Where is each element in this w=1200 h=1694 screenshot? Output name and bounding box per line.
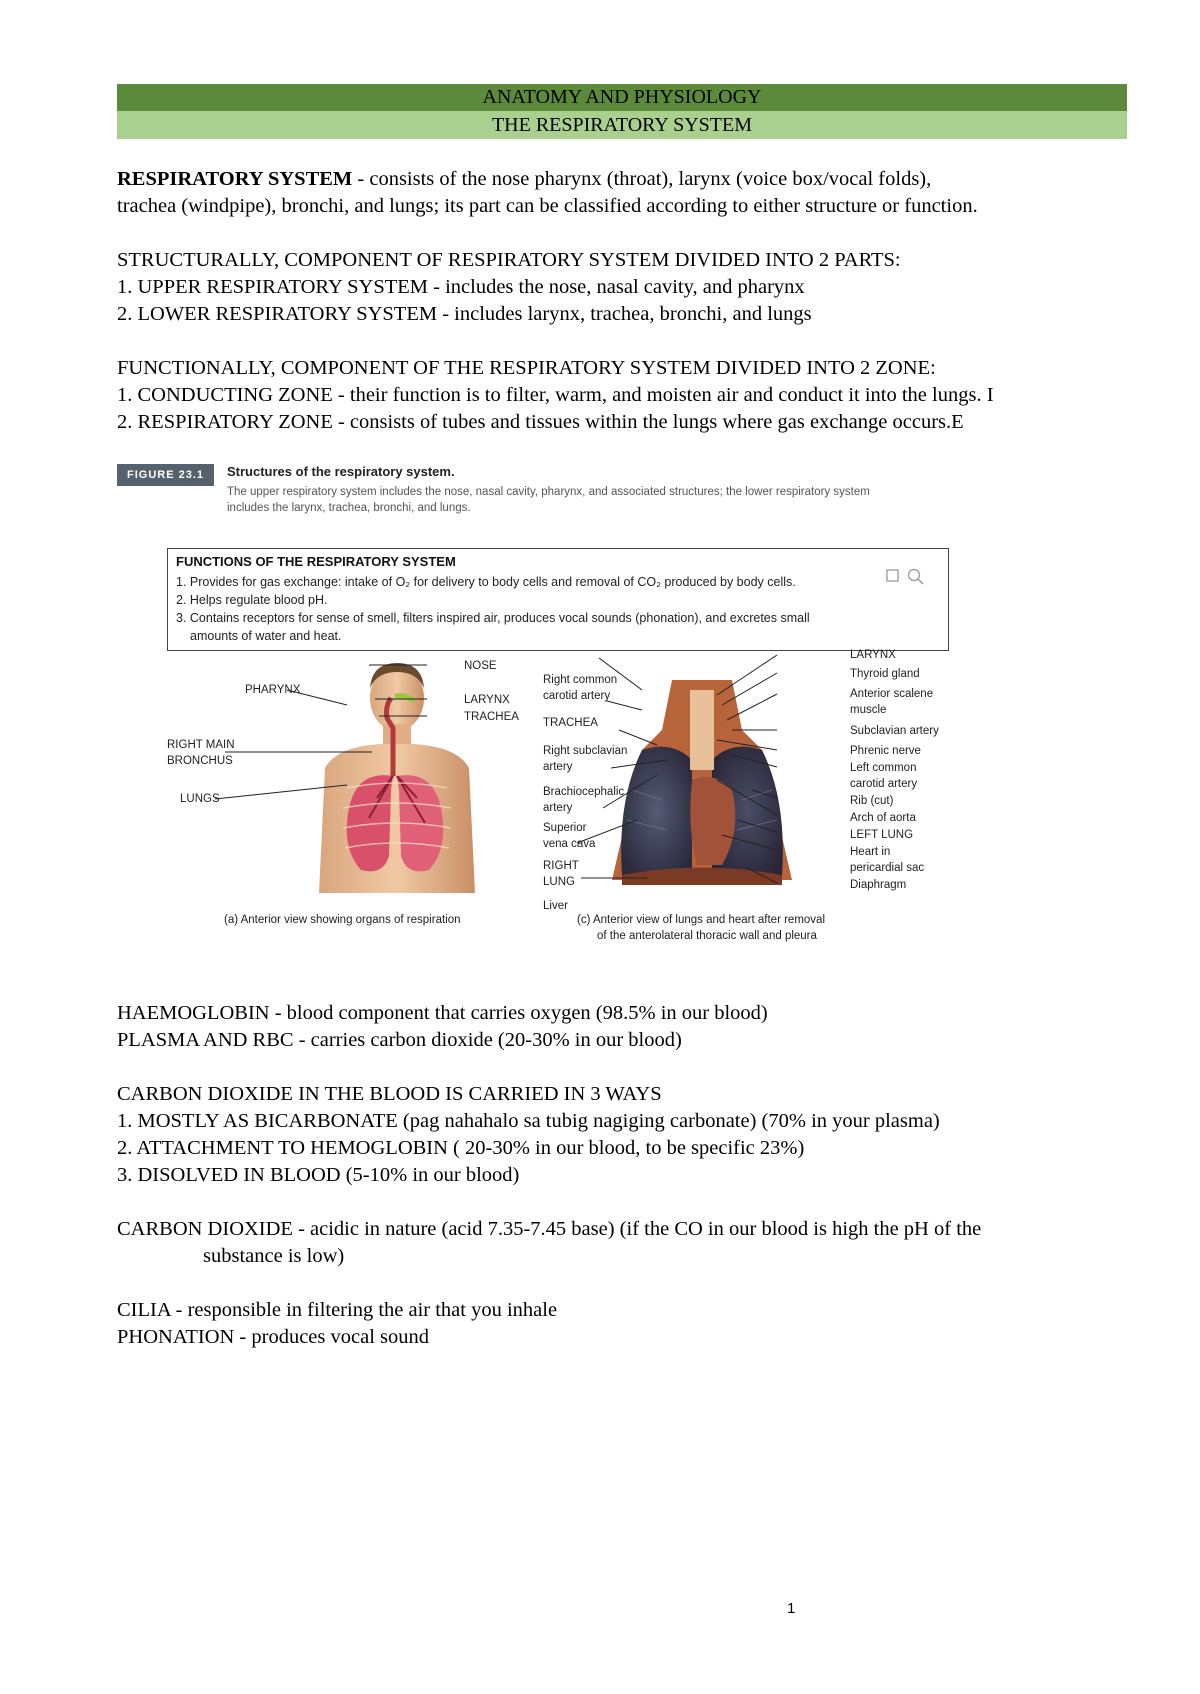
functions-box xyxy=(167,548,949,651)
label-left-common-1: Left common xyxy=(850,762,917,774)
label-right-subclavian-2: artery xyxy=(543,761,573,773)
left-subcaption: (a) Anterior view showing organs of respiration xyxy=(224,914,461,926)
figure-caption-line-2: includes the larynx, trachea, bronchi, and lungs. xyxy=(227,502,471,514)
label-thyroid: Thyroid gland xyxy=(850,668,920,680)
label-larynx: LARYNX xyxy=(464,694,510,706)
structural-item-2: 2. LOWER RESPIRATORY SYSTEM - includes larynx, trachea, bronchi, and lungs xyxy=(117,303,812,325)
label-trachea-right: TRACHEA xyxy=(543,717,598,729)
functions-box-item-3: 3. Contains receptors for sense of smell, filters inspired air, produces vocal sounds (phonation), and excretes small xyxy=(176,611,810,625)
label-heart-2: pericardial sac xyxy=(850,862,925,874)
co2-way-2: 2. ATTACHMENT TO HEMOGLOBIN ( 20-30% in our blood, to be specific 23%) xyxy=(117,1137,805,1159)
label-brachiocephalic-1: Brachiocephalic xyxy=(543,786,625,798)
co2-definition-line-2: substance is low) xyxy=(203,1245,345,1267)
label-left-common-2: carotid artery xyxy=(850,778,918,790)
intro-line-2: trachea (windpipe), bronchi, and lungs; its part can be classified according to either structure or function. xyxy=(117,195,978,217)
label-arch-aorta: Arch of aorta xyxy=(850,812,916,824)
intro-term: RESPIRATORY SYSTEM xyxy=(117,168,353,190)
left-leader-lines xyxy=(117,650,537,890)
figure-tag: FIGURE 23.1 xyxy=(117,464,214,486)
label-brachiocephalic-2: artery xyxy=(543,802,573,814)
figure-caption xyxy=(227,484,1007,516)
structural-heading: STRUCTURALLY, COMPONENT OF RESPIRATORY SYSTEM DIVIDED INTO 2 PARTS: xyxy=(117,249,901,271)
functions-box-item-3b: amounts of water and heat. xyxy=(190,629,342,643)
co2-way-3: 3. DISOLVED IN BLOOD (5-10% in our blood) xyxy=(117,1164,520,1186)
zoom-icon xyxy=(886,567,926,585)
figure-title: Structures of the respiratory system. xyxy=(227,464,455,479)
label-pharynx: PHARYNX xyxy=(245,684,301,696)
label-left-lung: LEFT LUNG xyxy=(850,829,914,841)
co2-ways-heading: CARBON DIOXIDE IN THE BLOOD IS CARRIED IN 3 WAYS xyxy=(117,1083,662,1105)
right-subcaption-1: (c) Anterior view of lungs and heart after removal xyxy=(577,914,826,926)
label-nose: NOSE xyxy=(464,660,497,672)
page-number: 1 xyxy=(787,1600,796,1617)
functional-heading: FUNCTIONALLY, COMPONENT OF THE RESPIRATORY SYSTEM DIVIDED INTO 2 ZONE: xyxy=(117,357,936,379)
functions-box-title: FUNCTIONS OF THE RESPIRATORY SYSTEM xyxy=(176,554,456,569)
label-anterior-scalene-1: Anterior scalene xyxy=(850,688,934,700)
label-right-lung-2: LUNG xyxy=(543,876,575,888)
functional-item-2: 2. RESPIRATORY ZONE - consists of tubes and tissues within the lungs where gas exchange occurs.E xyxy=(117,411,964,433)
label-superior-vena-2: vena cava xyxy=(543,838,596,850)
figure-caption-line-1: The upper respiratory system includes the nose, nasal cavity, pharynx, and associated structures; the lower respiratory system xyxy=(227,486,870,498)
functional-item-1: 1. CONDUCTING ZONE - their function is to filter, warm, and moisten air and conduct it into the lungs. I xyxy=(117,384,994,406)
cilia-line: CILIA - responsible in filtering the air that you inhale xyxy=(117,1299,558,1321)
functions-box-item-1: 1. Provides for gas exchange: intake of O₂ for delivery to body cells and removal of CO₂ produced by body cells. xyxy=(176,575,796,589)
label-rib: Rib (cut) xyxy=(850,795,894,807)
subtitle-banner: THE RESPIRATORY SYSTEM xyxy=(117,111,1127,139)
label-right-common-1: Right common xyxy=(543,674,618,686)
label-anterior-scalene-2: muscle xyxy=(850,704,887,716)
phonation-line: PHONATION - produces vocal sound xyxy=(117,1326,430,1348)
plasma-line: PLASMA AND RBC - carries carbon dioxide (20-30% in our blood) xyxy=(117,1029,682,1051)
label-heart-1: Heart in xyxy=(850,846,891,858)
label-superior-vena-1: Superior xyxy=(543,822,587,834)
label-bronchus: BRONCHUS xyxy=(167,755,233,767)
haemoglobin-line: HAEMOGLOBIN - blood component that carries oxygen (98.5% in our blood) xyxy=(117,1002,768,1024)
label-liver: Liver xyxy=(543,900,568,912)
respiratory-figure xyxy=(117,460,1017,980)
label-diaphragm: Diaphragm xyxy=(850,879,907,891)
label-subclavian-artery: Subclavian artery xyxy=(850,725,939,737)
co2-definition-line-1: CARBON DIOXIDE - acidic in nature (acid 7.35-7.45 base) (if the CO in our blood is high the pH of the xyxy=(117,1218,982,1240)
label-right-subclavian-1: Right subclavian xyxy=(543,745,628,757)
label-right-main: RIGHT MAIN xyxy=(167,739,235,751)
title-banner: ANATOMY AND PHYSIOLOGY xyxy=(117,84,1127,111)
label-phrenic-nerve: Phrenic nerve xyxy=(850,745,921,757)
label-right-lung-1: RIGHT xyxy=(543,860,579,872)
intro-line-1 xyxy=(117,166,1147,193)
functions-box-item-2: 2. Helps regulate blood pH. xyxy=(176,593,328,607)
label-larynx-right: LARYNX xyxy=(850,649,896,661)
right-subcaption-2: of the anterolateral thoracic wall and pleura xyxy=(597,930,817,942)
structural-item-1: 1. UPPER RESPIRATORY SYSTEM - includes the nose, nasal cavity, and pharynx xyxy=(117,276,805,298)
label-trachea: TRACHEA xyxy=(464,711,519,723)
co2-way-1: 1. MOSTLY AS BICARBONATE (pag nahahalo sa tubig nagiging carbonate) (70% in your plasma) xyxy=(117,1110,940,1132)
label-right-common-2: carotid artery xyxy=(543,690,611,702)
label-lungs: LUNGS xyxy=(180,793,220,805)
intro-definition: - consists of the nose pharynx (throat), larynx (voice box/vocal folds), xyxy=(352,168,932,190)
